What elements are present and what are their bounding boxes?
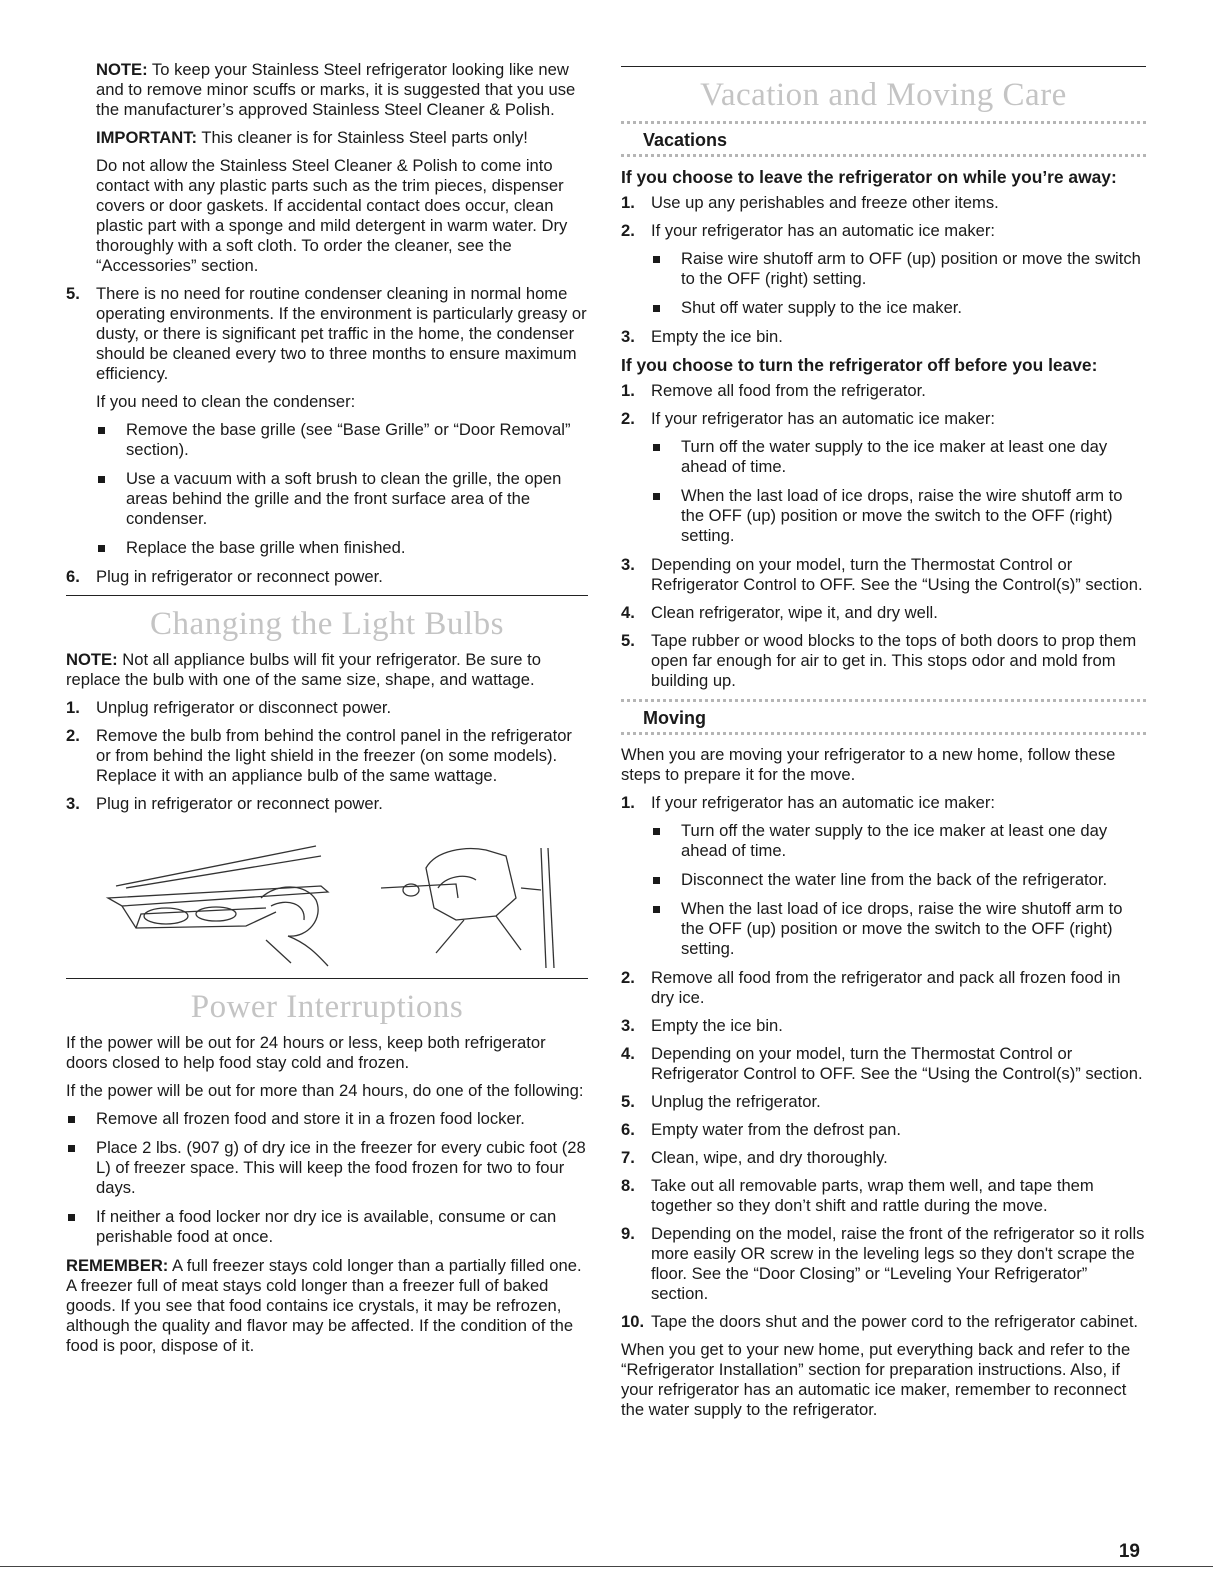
important-note: IMPORTANT: This cleaner is for Stainless Steel parts only! bbox=[96, 128, 528, 147]
vacation-step: 1. Remove all food from the refrigerator. bbox=[621, 381, 926, 400]
section-divider bbox=[66, 978, 588, 979]
moving-bullet-list bbox=[651, 821, 1146, 959]
bullet-square-icon bbox=[653, 906, 660, 913]
vacation-step: 2. If your refrigerator has an automatic ice maker: bbox=[621, 221, 996, 240]
bullet-square-icon bbox=[653, 444, 660, 451]
turn-off-bullet-list bbox=[651, 437, 1146, 546]
moving-outro: When you get to your new home, put everything back and refer to the “Refrigerator Installation” section for preparation instructions. Also, if your refrigerator has an automatic ice maker, remember to reconnect the water supply to the refrigerator. bbox=[621, 1340, 1131, 1419]
power-paragraph: If the power will be out for more than 24 hours, do one of the following: bbox=[66, 1081, 584, 1100]
bulb-replacement-drawing bbox=[66, 828, 588, 968]
moving-step: 5. Unplug the refrigerator. bbox=[621, 1092, 821, 1111]
bullet-square-icon bbox=[68, 1214, 75, 1221]
turn-off-heading: If you choose to turn the refrigerator off before you leave: bbox=[621, 355, 1098, 375]
bullet-square-icon bbox=[68, 1145, 75, 1152]
list-item: If neither a food locker nor dry ice is available, consume or can perishable food at once. bbox=[66, 1207, 588, 1247]
list-item: Remove the base grille (see “Base Grille” or “Door Removal” section). bbox=[96, 420, 588, 460]
moving-step: 8. Take out all removable parts, wrap them well, and tape them together so they don’t shift and rattle during the move. bbox=[621, 1176, 1094, 1215]
light-bulb-illustration bbox=[66, 828, 588, 968]
power-paragraph: If the power will be out for 24 hours or less, keep both refrigerator doors closed to help food stay cold and frozen. bbox=[66, 1033, 546, 1072]
moving-step: 6. Empty water from the defrost pan. bbox=[621, 1120, 901, 1139]
bullet-square-icon bbox=[653, 877, 660, 884]
if-need-clean-text: If you need to clean the condenser: bbox=[96, 392, 356, 411]
list-item: Shut off water supply to the ice maker. bbox=[651, 298, 1146, 318]
moving-step: 9. Depending on the model, raise the front of the refrigerator so it rolls more easily OR screw in the leveling legs so they don't scrape the floor. See the “Door Closing” or “Leveling Your Refrigerator” section. bbox=[621, 1224, 1145, 1303]
vacation-step: 4. Clean refrigerator, wipe it, and dry well. bbox=[621, 603, 938, 622]
list-item: When the last load of ice drops, raise the wire shutoff arm to the OFF (up) position or move the switch to the OFF (right) setting. bbox=[651, 899, 1146, 959]
bullet-square-icon bbox=[68, 1116, 75, 1123]
right-column bbox=[621, 66, 1146, 1428]
bullet-square-icon bbox=[653, 305, 660, 312]
bulb-step: 1. Unplug refrigerator or disconnect power. bbox=[66, 698, 392, 717]
bullet-square-icon bbox=[653, 493, 660, 500]
section-title-power-interruptions: Power Interruptions bbox=[190, 989, 464, 1025]
list-item: Turn off the water supply to the ice maker at least one day ahead of time. bbox=[651, 821, 1146, 861]
section-divider bbox=[621, 66, 1146, 67]
leave-on-heading: If you choose to leave the refrigerator on while you’re away: bbox=[621, 167, 1117, 187]
moving-step: 3. Empty the ice bin. bbox=[621, 1016, 783, 1035]
section-title-vacation-moving: Vacation and Moving Care bbox=[700, 77, 1067, 113]
vacation-step: 5. Tape rubber or wood blocks to the tops of both doors to prop them open far enough for air to get in. This stops odor and mold from building up. bbox=[621, 631, 1137, 690]
list-item: Remove all frozen food and store it in a frozen food locker. bbox=[66, 1109, 588, 1129]
vacation-step: 2. If your refrigerator has an automatic ice maker: bbox=[621, 409, 996, 428]
list-item: Place 2 lbs. (907 g) of dry ice in the freezer for every cubic foot (28 L) of freezer space. This will keep the food frozen for two to four days. bbox=[66, 1138, 588, 1198]
remember-paragraph: REMEMBER: A full freezer stays cold longer than a partially filled one. A freezer full of meat stays cold longer than a freezer full of baked goods. If you see that food contains ice crystals, it may be refrozen, although the quality and flavor may be affected. If the condition of the food is poor, dispose of it. bbox=[66, 1256, 582, 1355]
step-5: 5. There is no need for routine condenser cleaning in normal home operating environments. If the environment is particularly greasy or dusty, or there is significant pet traffic in the home, the condenser should be cleaned every two to three months to ensure maximum efficiency. bbox=[66, 284, 587, 383]
page-number: 19 bbox=[1118, 1541, 1140, 1562]
do-not-allow-paragraph: Do not allow the Stainless Steel Cleaner & Polish to come into contact with any plastic parts such as the trim pieces, dispenser covers or door gaskets. If accidental contact does occur, clean plastic part with a sponge and mild detergent in warm water. Dry thoroughly with a soft cloth. To order the cleaner, see the “Accessories” section. bbox=[96, 156, 568, 275]
page-bottom-rule bbox=[0, 1566, 1213, 1567]
bulb-step: 2. Remove the bulb from behind the control panel in the refrigerator or from behind the light shield in the freezer (on some models). Replace it with an appliance bulb of the same wattage. bbox=[66, 726, 572, 785]
bulbs-note: NOTE: Not all appliance bulbs will fit your refrigerator. Be sure to replace the bulb with one of the same size, shape, and wattage. bbox=[66, 650, 541, 689]
list-item: Use a vacuum with a soft brush to clean the grille, the open areas behind the grille and the front surface area of the condenser. bbox=[96, 469, 588, 529]
left-column bbox=[66, 60, 588, 1364]
bulb-step: 3. Plug in refrigerator or reconnect power. bbox=[66, 794, 383, 813]
bullet-square-icon bbox=[653, 828, 660, 835]
list-item: When the last load of ice drops, raise the wire shutoff arm to the OFF (up) position or move the switch to the OFF (right) setting. bbox=[651, 486, 1146, 546]
list-item: Disconnect the water line from the back of the refrigerator. bbox=[651, 870, 1146, 890]
vacation-step: 3. Depending on your model, turn the Thermostat Control or Refrigerator Control to OFF. See the “Using the Control(s)” section. bbox=[621, 555, 1143, 594]
leave-on-bullet-list bbox=[651, 249, 1146, 318]
vacation-step: 1. Use up any perishables and freeze other items. bbox=[621, 193, 999, 212]
step-6: 6. Plug in refrigerator or reconnect power. bbox=[66, 567, 383, 586]
list-item: Replace the base grille when finished. bbox=[96, 538, 588, 558]
section-title-light-bulbs: Changing the Light Bulbs bbox=[150, 606, 504, 642]
section-divider bbox=[66, 595, 588, 596]
bullet-square-icon bbox=[98, 427, 105, 434]
moving-step: 7. Clean, wipe, and dry thoroughly. bbox=[621, 1148, 888, 1167]
moving-step: 2. Remove all food from the refrigerator and pack all frozen food in dry ice. bbox=[621, 968, 1121, 1007]
bullet-square-icon bbox=[653, 256, 660, 263]
moving-intro: When you are moving your refrigerator to a new home, follow these steps to prepare it for the move. bbox=[621, 745, 1116, 784]
vacation-step: 3. Empty the ice bin. bbox=[621, 327, 783, 346]
bullet-square-icon bbox=[98, 545, 105, 552]
list-item: Raise wire shutoff arm to OFF (up) position or move the switch to the OFF (right) setting. bbox=[651, 249, 1146, 289]
subheading-vacations: Vacations bbox=[621, 121, 1146, 157]
moving-step: 1. If your refrigerator has an automatic ice maker: bbox=[621, 793, 996, 812]
moving-step: 4. Depending on your model, turn the Thermostat Control or Refrigerator Control to OFF. See the “Using the Control(s)” section. bbox=[621, 1044, 1143, 1083]
condenser-bullet-list bbox=[96, 420, 588, 558]
bullet-square-icon bbox=[98, 476, 105, 483]
subheading-moving: Moving bbox=[621, 699, 1146, 735]
stainless-note: NOTE: To keep your Stainless Steel refrigerator looking like new and to remove minor scuffs or marks, it is suggested that you use the manufacturer’s approved Stainless Steel Cleaner & Polish. bbox=[96, 60, 576, 119]
moving-step: 10. Tape the doors shut and the power cord to the refrigerator cabinet. bbox=[621, 1312, 1139, 1331]
list-item: Turn off the water supply to the ice maker at least one day ahead of time. bbox=[651, 437, 1146, 477]
